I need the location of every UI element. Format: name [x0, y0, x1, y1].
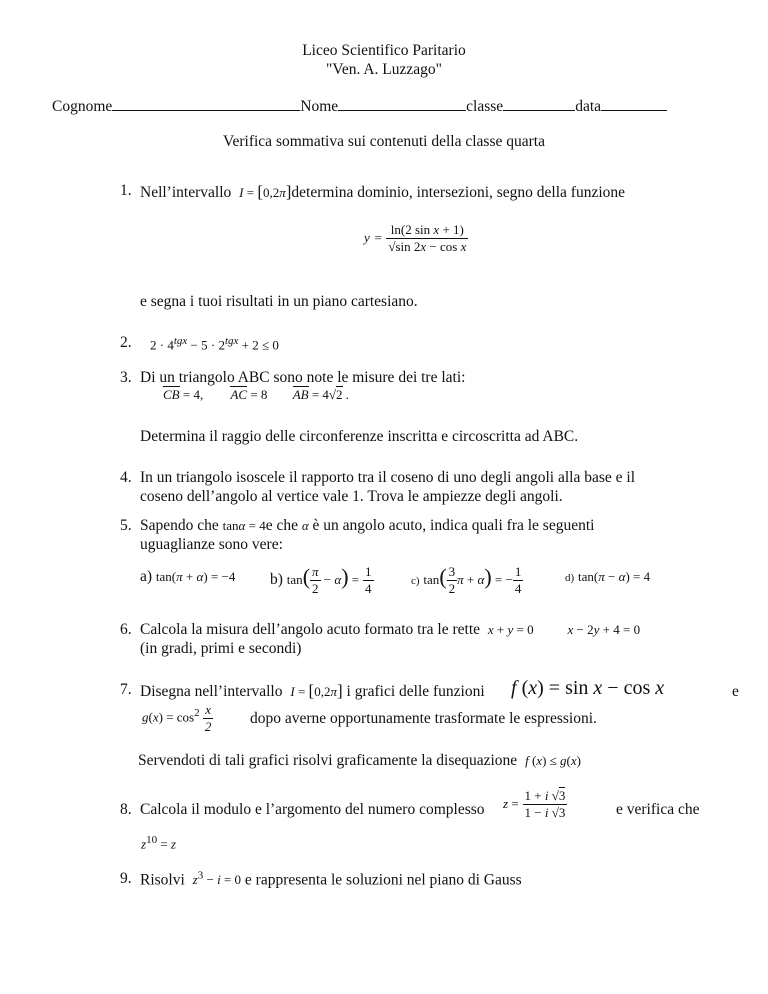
- q5-option-d: d) tan(π − α) = 4: [565, 569, 651, 584]
- classe-label: classe: [466, 98, 504, 115]
- test-subtitle: Verifica sommativa sui contenuti della classe quarta: [223, 133, 545, 150]
- q6-line2: (in gradi, primi e secondi): [140, 640, 302, 657]
- q4-number: 4.: [120, 469, 132, 486]
- q8-line1b: e verifica che: [616, 801, 700, 818]
- q7-text-b: i grafici delle funzioni: [346, 683, 485, 700]
- q7-number: 7.: [120, 681, 132, 698]
- q7-e: e: [732, 683, 739, 700]
- q3-number: 3.: [120, 369, 132, 386]
- q1-text-a: Nell’intervallo: [140, 184, 232, 201]
- q1-line1: [140, 182, 625, 202]
- q5-text-c: è un angolo acuto, indica quali fra le seguenti: [312, 517, 595, 534]
- q1-text-b: determina dominio, intersezioni, segno della funzione: [291, 184, 626, 201]
- q9-equation: $z^3 - i = 0$: [192, 870, 242, 888]
- q6-line-a: x + y = 0: [487, 622, 534, 637]
- q3-line1: Di un triangolo ABC sono note le misure dei tre lati:: [140, 369, 466, 386]
- q5-a-label: a): [140, 568, 153, 585]
- q1-number: 1.: [120, 182, 132, 199]
- q9-number: 9.: [120, 870, 132, 887]
- q5-b-label: b): [270, 571, 283, 589]
- nome-field[interactable]: [338, 97, 466, 111]
- q1-line3: e segna i tuoi risultati in un piano cartesiano.: [140, 293, 418, 310]
- cognome-field[interactable]: [112, 97, 300, 111]
- q3-line2: Determina il raggio delle circonferenze inscritta e circoscritta ad ABC.: [140, 428, 579, 445]
- q7-interval: I = [0,2π]: [290, 681, 343, 700]
- q5-option-c: c) tan( $\frac{3}{2}$ π + α) = − $\frac{1}{4}$: [411, 564, 522, 596]
- q9-line1: [140, 870, 522, 889]
- q7-line3: [138, 752, 581, 770]
- q5-d-label: d): [565, 572, 575, 584]
- classe-field[interactable]: [503, 97, 575, 111]
- q2-number: 2.: [120, 334, 132, 351]
- school-name: Liceo Scientifico Paritario: [302, 42, 466, 59]
- q8-z-def: z = $\frac{1 + i √3}{1 - i √3}$: [503, 788, 566, 820]
- q4-line2: coseno dell’angolo al vertice vale 1. Trova le ampiezze degli angoli.: [140, 488, 563, 505]
- q9-text-a: Risolvi: [140, 871, 185, 889]
- q5-text-b: e che: [265, 517, 298, 534]
- q8-line1: Calcola il modulo e l’argomento del numero complesso: [140, 801, 485, 818]
- q6-line1: [140, 621, 640, 639]
- student-fields: [52, 97, 667, 116]
- q7-line1: [140, 681, 485, 701]
- q5-c-label: c): [411, 575, 420, 588]
- q5-tan-value: tanα = 4: [222, 518, 266, 533]
- q6-text-a: Calcola la misura dell’angolo acuto formato tra le rette: [140, 621, 481, 638]
- q5-option-b: b) tan( $\frac{\pi}{2}$ − α) = $\frac{1}{4}$: [270, 564, 372, 596]
- q8-number: 8.: [120, 801, 132, 818]
- nome-label: Nome: [300, 98, 339, 115]
- cognome-label: Cognome: [52, 98, 113, 115]
- q3-sides: CB = 4, AC = 8 AB = 4√2 .: [163, 387, 350, 402]
- q7-text-a: Disegna nell’intervallo: [140, 683, 283, 700]
- q8-z10: $z^{10} = z$: [141, 834, 176, 852]
- q5-alpha: α: [301, 518, 309, 533]
- q5-option-a: a) tan(π + α) = −4: [140, 568, 236, 585]
- q7-text-c: Servendoti di tali grafici risolvi graficamente la disequazione: [138, 752, 518, 769]
- data-label: data: [575, 98, 602, 115]
- q5-line1: [140, 517, 594, 535]
- q1-interval: I = [0,2π]: [239, 182, 292, 201]
- q6-line-b: x − 2y + 4 = 0: [567, 622, 641, 637]
- q9-text-b: e rappresenta le soluzioni nel piano di Gauss: [244, 871, 522, 889]
- q6-number: 6.: [120, 621, 132, 638]
- q5-number: 5.: [120, 517, 132, 534]
- q4-line1: In un triangolo isoscele il rapporto tra il coseno di uno degli angoli alla base e il: [140, 469, 636, 486]
- q7-f-def: f (x) = sin x − cos x: [511, 677, 665, 699]
- q7-inequality: f (x) ≤ g(x): [525, 753, 581, 768]
- q7-line2: dopo averne opportunamente trasformate le espressioni.: [250, 710, 597, 727]
- q7-g-def: $g(x) = \cos^2$ $\frac{x}{2}$: [142, 702, 212, 734]
- q5-line2: uguaglianze sono vere:: [140, 536, 283, 553]
- q1-function: y = $\frac{\text{ln(2 sin x + 1)}}{\text{√sin 2x − cos x}}$: [364, 222, 467, 254]
- data-field[interactable]: [601, 97, 667, 111]
- q5-text-a: Sapendo che: [140, 517, 219, 534]
- q2-inequality: $2 \cdot 4^{tgx} - 5 \cdot 2^{tgx} + 2 \le 0$: [150, 335, 279, 353]
- school-subname: "Ven. A. Luzzago": [326, 61, 442, 78]
